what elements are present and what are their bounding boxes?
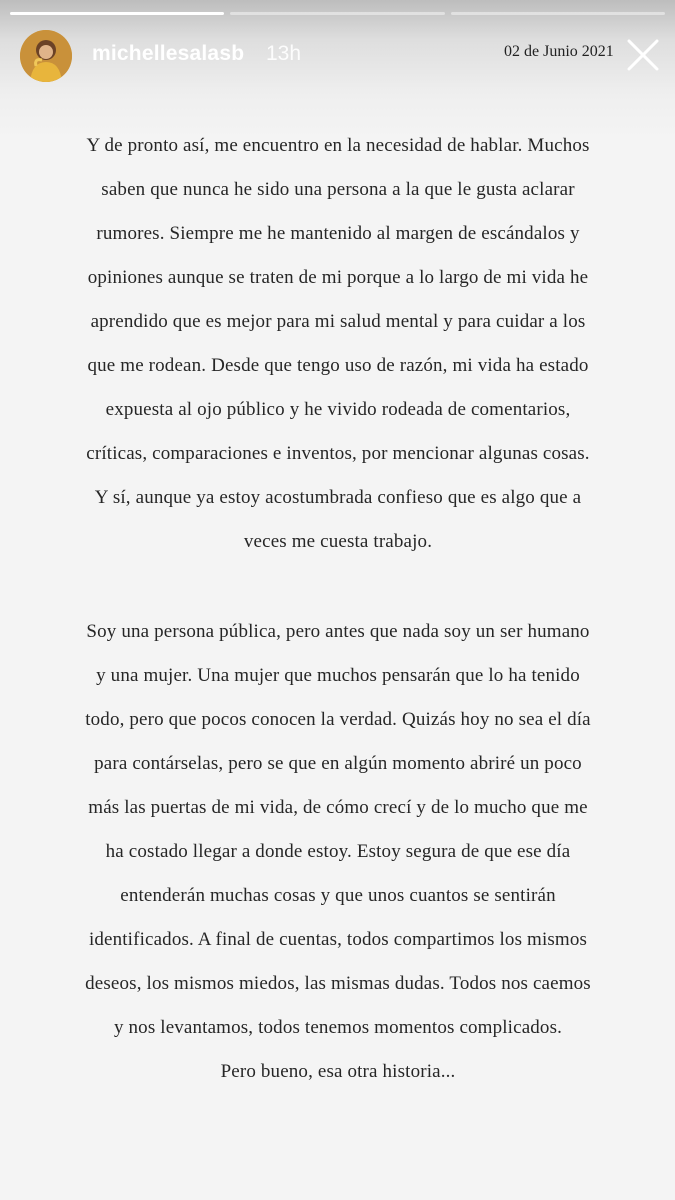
avatar[interactable]	[20, 30, 72, 82]
story-header	[20, 30, 660, 82]
story-date: 02 de Junio 2021	[504, 43, 614, 60]
close-button[interactable]	[626, 38, 660, 72]
story-text-paragraph-1: Y de pronto así, me encuentro en la necesidad de hablar. Muchos saben que nunca he sido una persona a la que le gusta aclarar rumores. Siempre me he mantenido al margen de escándalos y opiniones aunque se traten de mi porque a lo largo de mi vida he aprendido que es mejor para mi salud mental y para cuidar a los que me rodean. Desde que tengo uso de razón, mi vida ha estado expuesta al ojo público y he vivido rodeada de comentarios, críticas, comparaciones e inventos, por mencionar algunas cosas. Y sí, aunque ya estoy acostumbrada confieso que es algo que a veces me cuesta trabajo.	[86, 135, 590, 552]
progress-segment-1	[10, 12, 224, 15]
progress-segment-3	[451, 12, 665, 15]
username[interactable]: michellesalasb	[92, 42, 245, 65]
close-icon	[626, 59, 660, 76]
progress-segment-2	[230, 12, 444, 15]
progress-fill-1	[10, 12, 224, 15]
story-text-paragraph-2: Soy una persona pública, pero antes que nada soy un ser humano y una mujer. Una mujer que muchos pensarán que lo ha tenido todo, pero que pocos conocen la verdad. Quizás hoy no sea el día para contárselas, pero se que en algún momento abriré un poco más las puertas de mi vida, de cómo crecí y de lo mucho que me ha costado llegar a donde estoy. Estoy segura de que ese día entenderán muchas cosas y que unos cuantos se sentirán identificados. A final de cuentas, todos compartimos los mismos deseos, los mismos miedos, las mismas dudas. Todos nos caemos y nos levantamos, todos tenemos momentos complicados. Pero bueno, esa otra historia...	[85, 621, 591, 1082]
post-time: 13h	[266, 42, 302, 65]
story-progress-bar	[10, 12, 665, 16]
